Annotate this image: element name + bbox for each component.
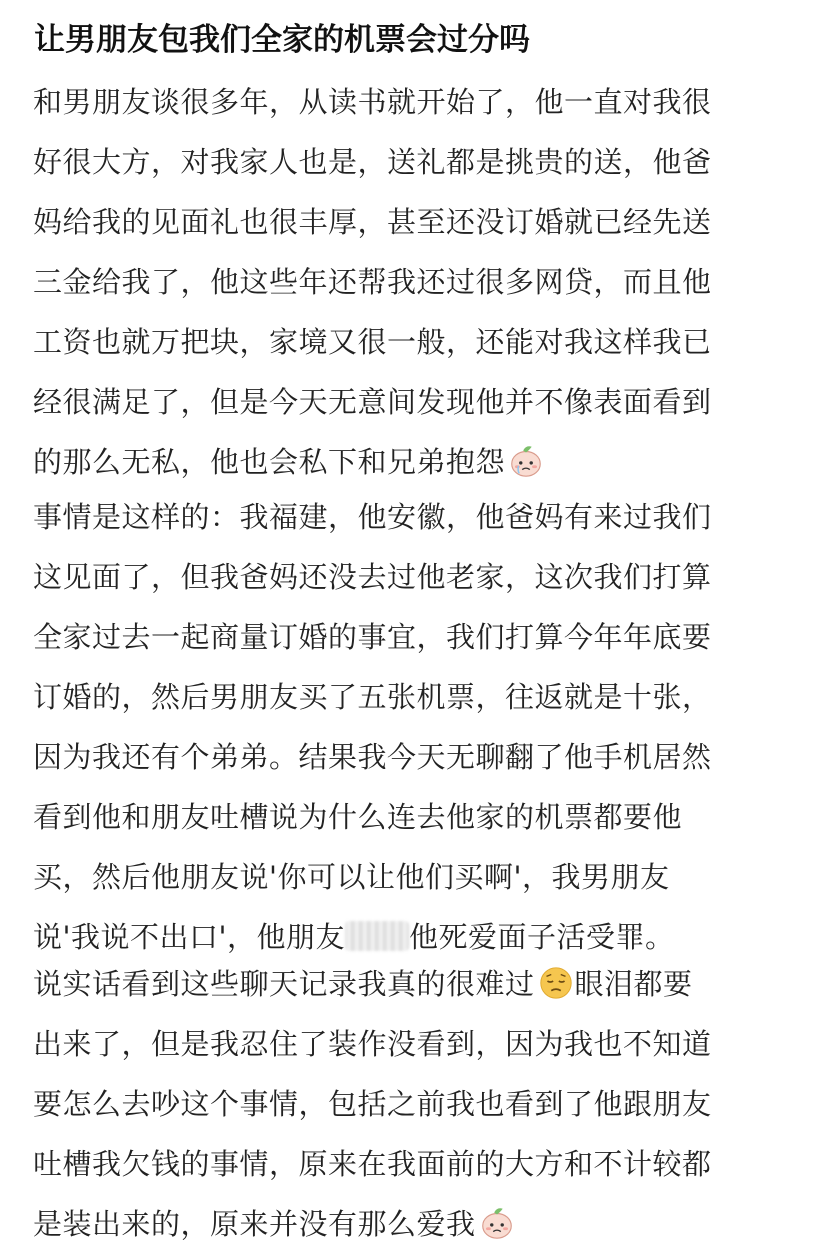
pensive-face-emoji-icon — [537, 964, 575, 1002]
paragraph-line-text: 说'我说不出口'，他朋友 — [33, 920, 345, 954]
paragraph-line: 因为我还有个弟弟。结果我今天无聊翻了他手机居然 — [33, 740, 712, 774]
redacted-text-blur — [345, 921, 409, 951]
paragraph-line: 好很大方，对我家人也是，送礼都是挑贵的送，他爸 — [33, 145, 712, 179]
sad-peach-emoji-icon — [478, 1204, 516, 1242]
paragraph-line-text: 说实话看到这些聊天记录我真的很难过 — [33, 967, 535, 1001]
paragraph-line: 事情是这样的：我福建，他安徽，他爸妈有来过我们 — [33, 500, 712, 534]
paragraph-line: 经很满足了，但是今天无意间发现他并不像表面看到 — [33, 385, 712, 419]
paragraph-line: 工资也就万把块，家境又很一般，还能对我这样我已 — [33, 325, 712, 359]
paragraph-line: 三金给我了，他这些年还帮我还过很多网贷，而且他 — [33, 265, 712, 299]
paragraph-line: 全家过去一起商量订婚的事宜，我们打算今年年底要 — [33, 620, 712, 654]
paragraph-line: 妈给我的见面礼也很丰厚，甚至还没订婚就已经先送 — [33, 205, 712, 239]
paragraph-3 — [33, 954, 803, 1254]
paragraph-line-text: 是装出来的，原来并没有那么爱我 — [33, 1207, 476, 1241]
paragraph-1 — [33, 72, 803, 492]
paragraph-line-with-emoji — [33, 1194, 803, 1254]
paragraph-line: 看到他和朋友吐槽说为什么连去他家的机票都要他 — [33, 800, 683, 834]
paragraph-line-with-emoji — [33, 954, 803, 1014]
paragraph-line-text: 他死爱面子活受罪。 — [408, 920, 675, 954]
paragraph-line: 订婚的，然后男朋友买了五张机票，往返就是十张， — [33, 680, 712, 714]
paragraph-2 — [33, 487, 803, 967]
paragraph-line: 要怎么去吵这个事情，包括之前我也看到了他跟朋友 — [33, 1087, 712, 1121]
paragraph-line-text: 的那么无私，他也会私下和兄弟抱怨 — [33, 445, 506, 479]
paragraph-line: 吐槽我欠钱的事情，原来在我面前的大方和不计较都 — [33, 1147, 712, 1181]
paragraph-line: 买，然后他朋友说'你可以让他们买啊'，我男朋友 — [33, 860, 670, 894]
sad-peach-emoji-icon — [507, 442, 545, 480]
paragraph-line: 和男朋友谈很多年，从读书就开始了，他一直对我很 — [33, 85, 712, 119]
paragraph-line: 出来了，但是我忍住了装作没看到，因为我也不知道 — [33, 1027, 712, 1061]
paragraph-line-with-emoji — [33, 432, 803, 492]
post-title: 让男朋友包我们全家的机票会过分吗 — [34, 22, 530, 58]
paragraph-line-text: 眼泪都要 — [574, 967, 693, 1001]
paragraph-line: 这见面了，但我爸妈还没去过他老家，这次我们打算 — [33, 560, 712, 594]
